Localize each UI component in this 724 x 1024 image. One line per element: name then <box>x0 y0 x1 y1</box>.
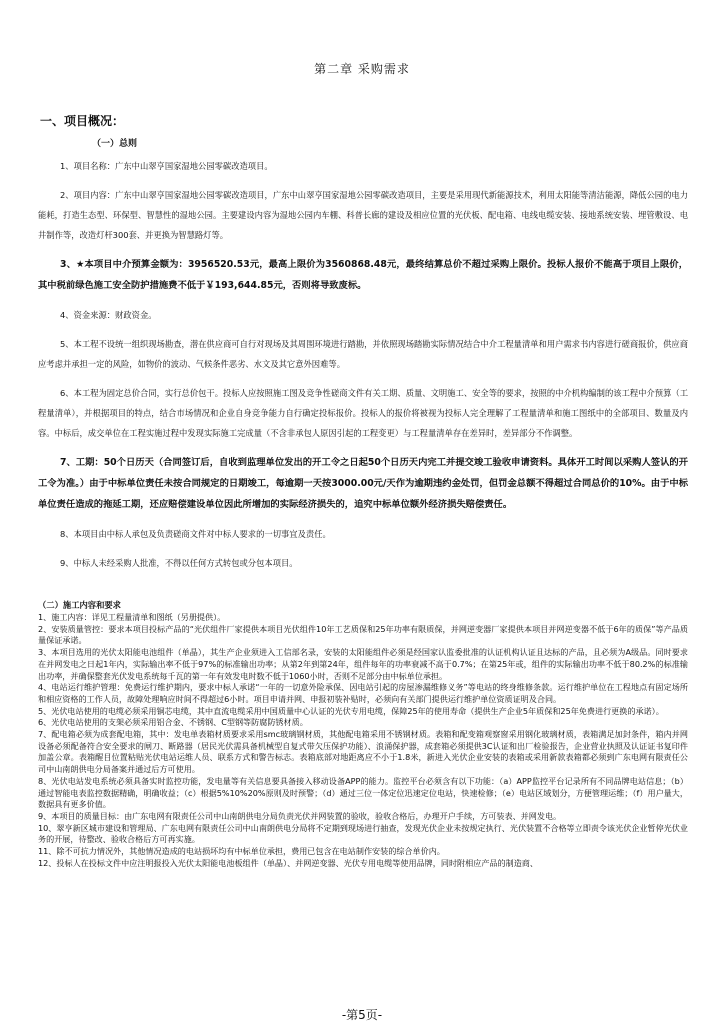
construction-paragraph: 11、除不可抗力情况外，其他情况造成的电站损坏均有中标单位承担，费用已包含在电站制作安装的综合单价内。 <box>38 846 445 857</box>
construction-paragraph: 9、本项目的质量目标：由广东电网有限责任公司中山南朗供电分局负责光伏并网装置的验收，验收合格后，办理开户手续，方可装表、并网发电。 <box>38 810 562 821</box>
page-number: -第5页- <box>341 1008 383 1022</box>
construction-paragraph: 6、光伏电站使用的支架必须采用铝合金、不锈钢、C型钢等防腐防锈材质。 <box>38 717 308 728</box>
construction-paragraph: 1、施工内容：详见工程量清单和图纸（另册提供）。 <box>38 612 226 622</box>
general-terms-body <box>38 156 688 582</box>
general-paragraph: 4、资金来源：财政资金。 <box>60 310 157 320</box>
general-paragraph: 7、工期：50个日历天（合同签订后，自收到监理单位发出的开工令之日起50个日历天内完工并提交竣工验收申请资料。具体开工时间以采购人签认的开工令为准。）由于中标单位责任未按合同规定的日期竣工，每逾期一天按3000.00元/天作为逾期违约金处罚，但罚金总额不得超过合同总价的10%。由于中标单位责任造成的拖延工期，还应赔偿建设单位因此所增加的实际经济损失的，追究中标单位额外经济损失赔偿责任。 <box>38 457 688 510</box>
general-paragraph: 5、本工程不设统一组织现场勘查，潜在供应商可自行对现场及其周围环境进行踏勘，并依照现场踏勘实际情况结合中介工程量清单和用户需求书内容进行磋商报价，供应商应考虑并承担一定的风险，如物价的波动、气候条件恶劣、水文及其它意外因难等。 <box>38 339 688 369</box>
general-paragraph: 2、项目内容：广东中山翠亨国家湿地公园零碳改造项目，广东中山翠亨国家湿地公园零碳改造项目，主要是采用现代新能源技术，利用太阳能等清洁能源，降低公园的电力能耗，打造生态型、环保型、智慧性的湿地公园。主要建设内容为湿地公园内车棚、科普长廊的建设及相应位置的光伏板、配电箱、电线电缆安装、接地系统安装、埋管敷设、电井制作等，改造灯杆300套、并更换为智慧路灯等。 <box>38 190 688 240</box>
construction-paragraph: 8、光伏电站发电系统必须具备实时监控功能，发电量等有关信息要具备接入移动设备APP的能力。监控平台必须含有以下功能：（a）APP监控平台记录所有不同品牌电站信息；（b）通过智能电表监控数据精确，明确收益；（c）根据5%10%20%原则及时预警；（d）通过三位一体定位迅速定位电站，快速检修；（e）电站区域划分，方便管理运维；（f）用户量大，数据具有更多价值。 <box>38 775 688 810</box>
construction-body <box>38 612 688 869</box>
chapter-title: 第二章 采购需求 <box>314 62 410 76</box>
general-paragraph: 6、本工程为固定总价合同，实行总价包干。投标人应按照施工图及竞争性磋商文件有关工期、质量、文明施工、安全等的要求，按照的中介机构编制的该工程中介预算（工程量清单），并根据项目的特点，结合市场情况和企业自身竞争能力自行确定投标报价。投标人的报价将被视为投标人完全理解了工程量清单和施工图纸中的全部项目、数量及内容。中标后，成交单位在工程实施过程中发现实际施工完成量（不含非承包人原因引起的工程变更）与工程量清单存在差异时，差异部分不作调整。 <box>38 388 688 438</box>
construction-paragraph: 3、本项目选用的光伏太阳能电池组件（单晶），其生产企业须进入工信部名录，安装的太阳能组件必须是经国家认监委批准的认证机构认证且达标的产品，且必须为A级品。同时要求在并网发电之日起1年内，实际输出率不低于97%的标准输出功率；从第2年到第24年，组件每年的功率衰减不高于0.7%；在第25年或，组件的实际输出功率不低于80.2%的标准输出功率，并确保整套光伏发电系统每千瓦的第一年有效发电时数不低于1060小时，否则不足部分由中标单位承担。 <box>38 647 688 681</box>
general-paragraph: 9、中标人未经采购人批准，不得以任何方式转包或分包本项目。 <box>60 558 298 568</box>
construction-paragraph: 7、配电箱必须为成套配电箱，其中：发电单表箱材质要求采用smc玻璃钢材质，其他配电箱采用不锈钢材质。表箱和配变箱观察窗采用钢化玻璃材质，表箱满足加封条件，箱内并网设备必须配备符合安全要求的闸刀、断路器（居民光伏需具备机械型自复式带欠压保护功能）、浪涌保护器，成套箱必须提供3C认证和出厂检验报告，企业营业执照及认证证书复印件加盖公章。表箱醒目位置粘贴光伏电站运维人员、联系方式和警告标志。表箱底部对地距离应不小于1.8米，新进入光伏企业安装的表箱或采用新款表箱都必须到广东电网有限责任公司中山南朗供电分局备案并通过后方可使用。 <box>38 729 688 775</box>
section-heading: 一、项目概况： <box>40 114 125 128</box>
construction-paragraph: 10、翠亨新区城市建设和管理局、广东电网有限责任公司中山南朗供电分局将不定期到现场进行抽查，发现光伏企业未按规定执行、光伏装置不合格等立即责令该光伏企业暂停光伏业务的开展，待整改、验收合格后方可再实施。 <box>38 822 688 845</box>
construction-paragraph: 5、光伏电站使用的电缆必须采用铜芯电缆，其中直流电缆采用中国质量中心认证的光伏专用电缆，保障25年的使用寿命（提供生产企业5年质保和25年免费进行更换的承诺）。 <box>38 705 664 716</box>
construction-paragraph: 4、电站运行维护管理：免费运行维护期内，要求中标人承诺“一年的一切意外险承保、因电站引起的房屋渗漏维修义务”等电站的终身维修条款。运行维护单位在工程地点有固定场所和相应资格的工作人员，故障处理响应时间不得超过6小时。项目申请并网、申报初装补贴时，必须向有关部门提供运行维护单位资质证明及合同。 <box>38 682 688 704</box>
general-paragraph: 3、★本项目中介预算金额为：3956520.53元，最高上限价为3560868.48元，最终结算总价不超过采购上限价。投标人报价不能高于项目上限价，其中税前绿色施工安全防护措施费不低于￥193,644.85元，否则将导致废标。 <box>38 259 688 291</box>
general-paragraph: 1、项目名称：广东中山翠亨国家湿地公园零碳改造项目。 <box>60 161 273 171</box>
construction-paragraph: 12、投标人在投标文件中应注明报投入光伏太阳能电池板组件（单晶）、并网逆变器、光伏专用电缆等使用品牌，同时附相应产品的制造商、 <box>38 857 538 868</box>
general-paragraph: 8、本项目由中标人承包及负责磋商文件对中标人要求的一切事宜及责任。 <box>60 529 331 539</box>
construction-heading: （二）施工内容和要求 <box>38 600 121 610</box>
construction-paragraph: 2、安装质量管控：要求本项目投标产品的“光伏组件厂家提供本项目光伏组件10年工艺质保和25年功率有限质保，并网逆变器厂家提供本项目并网逆变器不低于6年的质保”等产品质量保证承诺。 <box>38 623 688 646</box>
subsection-heading: （一）总则 <box>92 139 138 149</box>
